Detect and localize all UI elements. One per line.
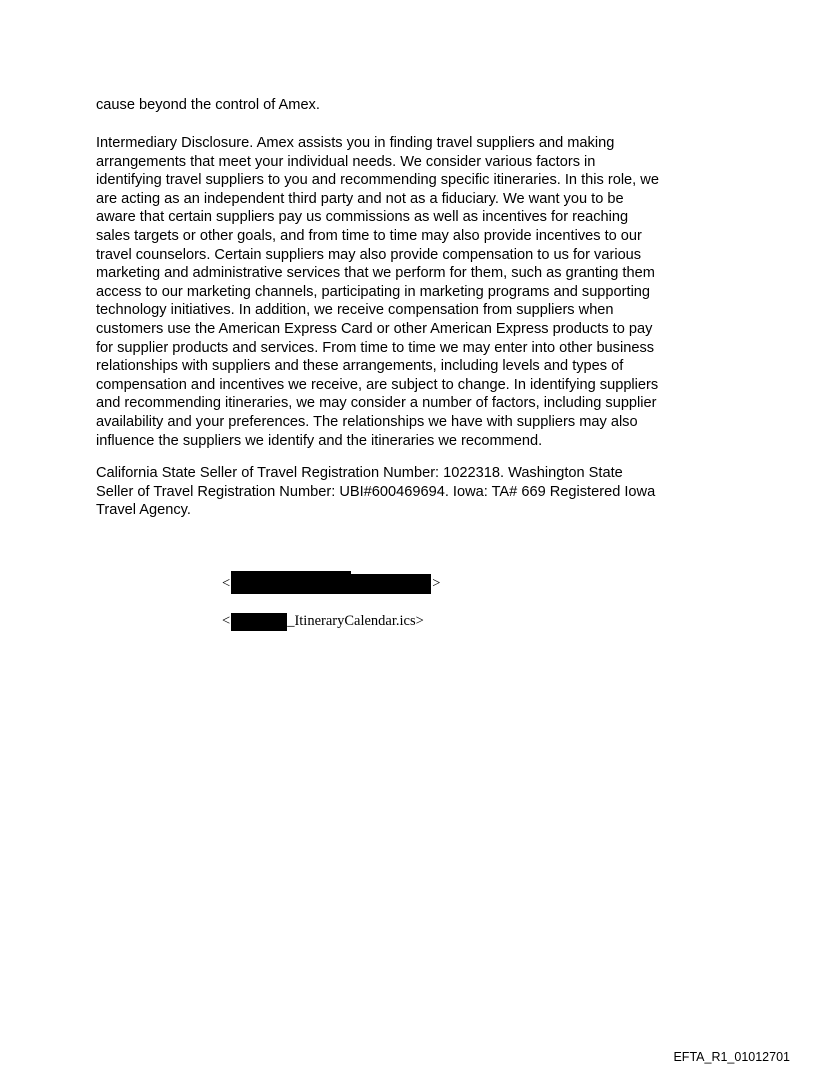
text-line: travel counselors. Certain suppliers may also provide compensation to us for various	[96, 246, 642, 263]
text-line: compensation and incentives we receive, are subject to change. In identifying suppliers	[96, 376, 659, 393]
angle-bracket-open: <	[222, 613, 231, 629]
redaction-box	[231, 574, 431, 594]
text-line: customers use the American Express Card or other American Express products to pay	[96, 320, 653, 337]
paragraph-registration-numbers	[96, 464, 655, 520]
text-line: arrangements that meet your individual needs. We consider various factors in	[96, 153, 596, 170]
text-line: Travel Agency.	[96, 502, 191, 519]
paragraph-closing-clause	[96, 96, 320, 115]
text-line: marketing and administrative services that we perform for them, such as granting them	[96, 265, 655, 282]
angle-bracket-open: <	[222, 575, 231, 592]
bates-number: EFTA_R1_01012701	[673, 1050, 790, 1064]
text-line: are acting as an independent third party and not as a fiduciary. We want you to be	[96, 190, 624, 207]
text-line: and recommending itineraries, we may consider a number of factors, including supplier	[96, 395, 657, 412]
text-line: technology initiatives. In addition, we receive compensation from suppliers when	[96, 302, 614, 319]
text-line: identifying travel suppliers to you and recommending specific itineraries. In this role, we	[96, 172, 659, 189]
angle-bracket-close: >	[432, 575, 441, 592]
text-line: sales targets or other goals, and from time to time may also provide incentives to our	[96, 227, 642, 244]
redaction-box	[231, 613, 287, 631]
attachment-filename-suffix: _ItineraryCalendar.ics	[287, 613, 416, 629]
attachment-reference-redacted	[222, 574, 440, 594]
attachment-itinerary-calendar	[222, 612, 424, 631]
text-line: Intermediary Disclosure. Amex assists you in finding travel suppliers and making	[96, 135, 615, 151]
text-line: California State Seller of Travel Registration Number: 1022318. Washington State	[96, 465, 623, 481]
text-line: influence the suppliers we identify and the itineraries we recommend.	[96, 432, 543, 449]
text-line: aware that certain suppliers pay us commissions as well as incentives for reaching	[96, 209, 629, 226]
angle-bracket-close: >	[415, 613, 424, 629]
text-line: relationships with suppliers and these arrangements, including levels and types of	[96, 358, 624, 375]
text-line: cause beyond the control of Amex.	[96, 97, 320, 113]
text-line: availability and your preferences. The relationships we have with suppliers may also	[96, 413, 638, 430]
text-line: for supplier products and services. From time to time we may enter into other business	[96, 339, 655, 356]
text-line: Seller of Travel Registration Number: UBI#600469694. Iowa: TA# 669 Registered Iowa	[96, 483, 656, 500]
text-line: access to our marketing channels, participating in marketing programs and supporting	[96, 283, 651, 300]
paragraph-intermediary-disclosure	[96, 134, 659, 450]
